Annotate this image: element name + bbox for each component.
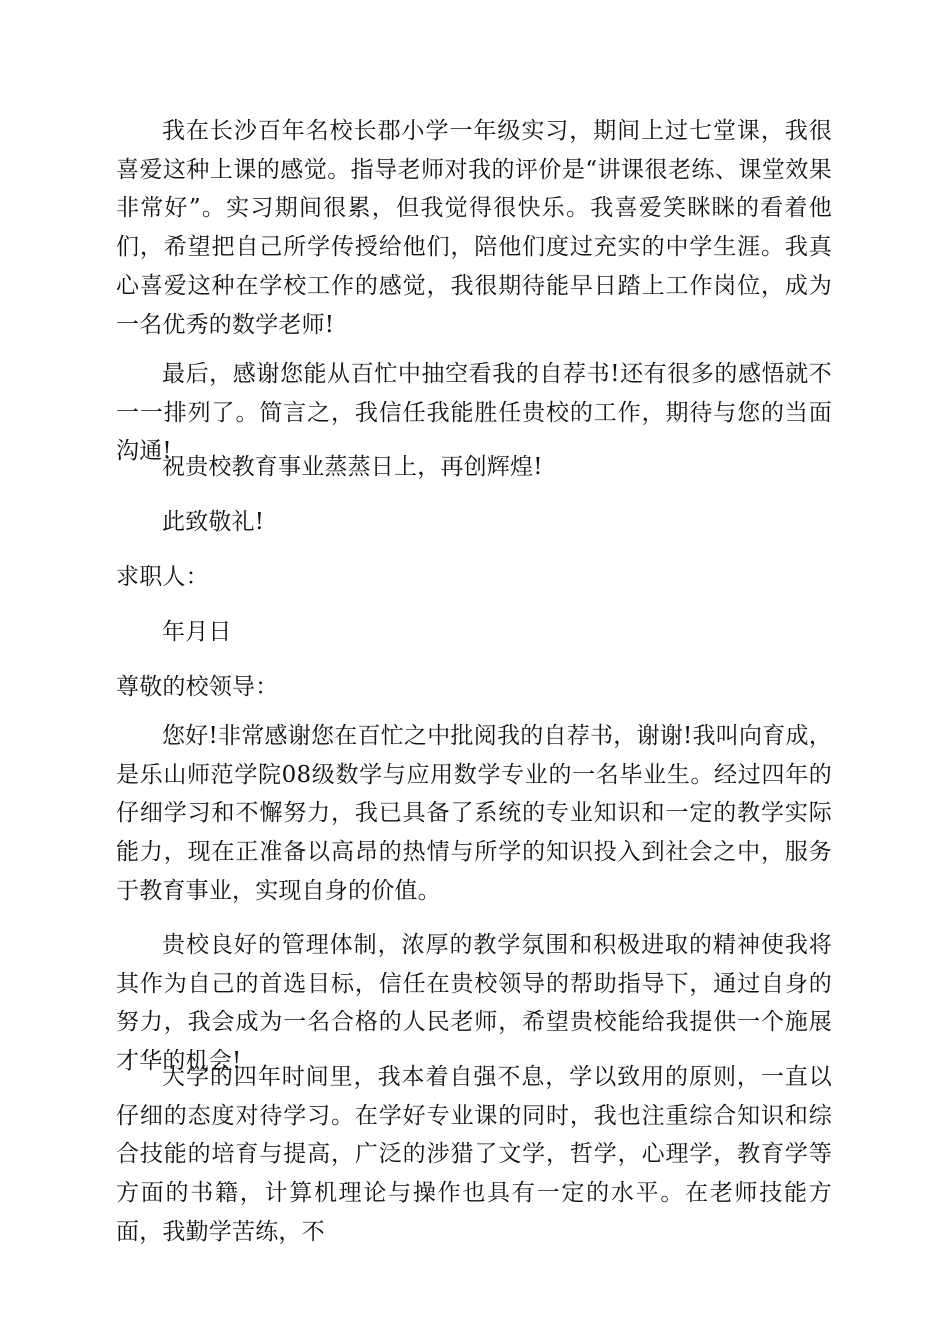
paragraph-school-choice: 贵校良好的管理体制，浓厚的教学氛围和积极进取的精神使我将其作为自己的首选目标，信任在贵校领导的帮助指导下，通过自身的努力，我会成为一名合格的人民老师，希望贵校能给我提供一个施展才华的机会! [116, 932, 832, 1075]
paragraph-internship: 我在长沙百年名校长郡小学一年级实习，期间上过七堂课，我很喜爱这种上课的感觉。指导老师对我的评价是“讲课很老练、课堂效果非常好”。实习期间很累，但我觉得很快乐。我喜爱笑眯眯的看着他们，希望把自己所学传授给他们，陪他们度过充实的中学生涯。我真心喜爱这种在学校工作的感觉，我很期待能早日踏上工作岗位，成为一名优秀的数学老师! [116, 118, 832, 338]
paragraph-university-study: 大学的四年时间里，我本着自强不息，学以致用的原则，一直以仔细的态度对待学习。在学好专业课的同时，我也注重综合知识和综合技能的培育与提高，广泛的涉猎了文学，哲学，心理学，教育学等方面的书籍，计算机理论与操作也具有一定的水平。在老师技能方面，我勤学苦练，不 [116, 1064, 832, 1245]
paragraph-closing-thanks: 最后，感谢您能从百忙中抽空看我的自荐书!还有很多的感悟就不一一排列了。简言之，我信任我能胜任贵校的工作，期待与您的当面沟通! [116, 361, 832, 465]
applicant-label: 求职人： [116, 564, 209, 590]
date-line: 年月日 [162, 619, 232, 645]
greeting-line: 尊敬的校领导： [116, 674, 279, 700]
paragraph-salutation: 此致敬礼! [162, 509, 265, 535]
paragraph-introduction: 您好!非常感谢您在百忙之中批阅我的自荐书，谢谢!我叫向育成，是乐山师范学院08级数学与应用数学专业的一名毕业生。经过四年的仔细学习和不懈努力，我已具备了系统的专业知识和一定的教学实际能力，现在正准备以高昂的热情与所学的知识投入到社会之中，服务于教育事业，实现自身的价值。 [116, 723, 832, 904]
paragraph-wishes: 祝贵校教育事业蒸蒸日上，再创辉煌! [162, 454, 543, 480]
